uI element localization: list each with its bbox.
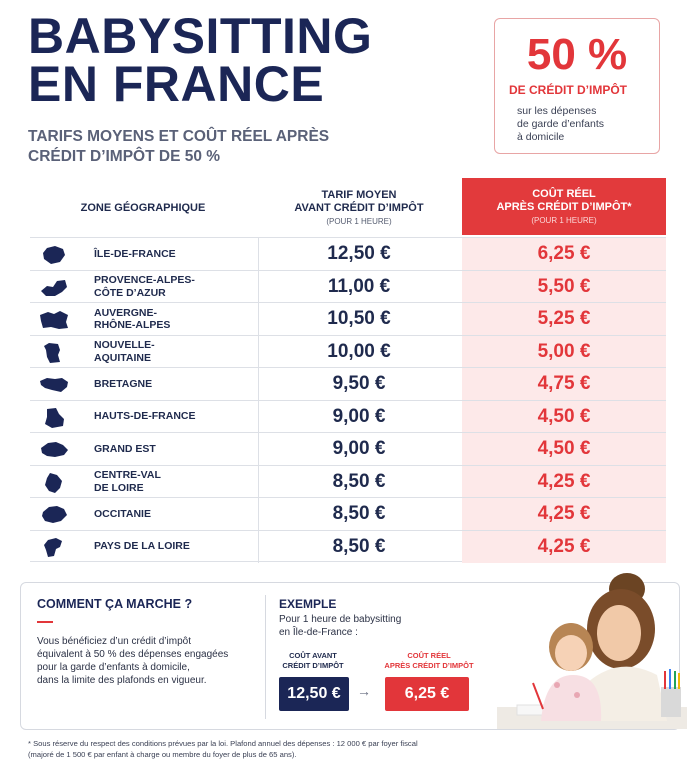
cost-after-label-line: COÛT RÉEL (407, 651, 451, 660)
subtitle-line-2: CRÉDIT D’IMPÔT DE 50 % (28, 148, 221, 165)
region-name (94, 368, 152, 400)
region-name-line: NOUVELLE- (94, 339, 155, 351)
how-it-works-title: COMMENT ÇA MARCHE ? (37, 597, 193, 611)
column-header-zone: ZONE GÉOGRAPHIQUE (80, 201, 206, 214)
cost-after-label-line: APRÈS CRÉDIT D’IMPÔT (384, 661, 474, 670)
region-name-line: CÔTE D’AZUR (94, 286, 166, 299)
tax-credit-desc-line: de garde d’enfants (517, 118, 604, 130)
title-line-2: EN FRANCE (28, 56, 325, 112)
grand-est-map-icon (39, 439, 69, 461)
region-name (94, 498, 151, 530)
region-name-line: ÎLE-DE-FRANCE (94, 247, 176, 260)
region-name (94, 238, 176, 270)
cost-before-label (277, 651, 349, 671)
cout-value: 6,25 € (462, 238, 666, 270)
hauts-de-france-map-icon (39, 407, 69, 429)
example-text-line: Pour 1 heure de babysitting (279, 614, 402, 625)
cost-after-value: 6,25 € (385, 677, 469, 711)
centre-val-de-loire-map-icon (39, 472, 69, 494)
region-name (94, 336, 155, 368)
cost-before-label-line: COÛT AVANT (289, 651, 337, 660)
cost-before-value: 12,50 € (279, 677, 349, 711)
tarif-value: 8,50 € (332, 535, 386, 557)
panel-divider (265, 595, 266, 719)
column-header-cout (462, 178, 666, 235)
how-text-line: dans la limite des plafonds en vigueur. (37, 675, 207, 686)
table-row (30, 367, 666, 400)
page-title (28, 8, 373, 112)
region-name (94, 433, 156, 465)
rates-table (30, 237, 666, 562)
title-line-1: BABYSITTING (28, 8, 373, 64)
cout-value: 4,25 € (462, 466, 666, 498)
example-text (279, 613, 401, 639)
column-header-tarif (260, 180, 458, 235)
tax-credit-desc-line: à domicile (517, 131, 565, 143)
cout-value: 4,50 € (462, 401, 666, 433)
table-row (30, 302, 666, 335)
cout-value: 4,50 € (462, 433, 666, 465)
table-row (30, 530, 666, 563)
region-name-line: DE LOIRE (94, 481, 144, 494)
column-divider (258, 336, 259, 368)
region-name-line: AUVERGNE- (94, 306, 158, 319)
footnote-line: * Sous réserve du respect des conditions prévues par la loi. Plafond annuel des dépenses : 12 000 € par foyer fiscal (28, 739, 418, 748)
region-name (94, 466, 161, 498)
cout-value: 4,25 € (462, 531, 666, 563)
column-header-cout-sub: (POUR 1 HEURE) (531, 216, 597, 225)
region-name-line: PROVENCE-ALPES- (94, 274, 195, 286)
region-name (94, 271, 195, 303)
column-divider (258, 433, 259, 465)
ile-de-france-map-icon (39, 244, 69, 266)
column-divider (258, 368, 259, 400)
table-row (30, 237, 666, 270)
tarif-value: 9,00 € (332, 438, 386, 459)
page-subtitle (28, 127, 329, 167)
table-row (30, 270, 666, 303)
region-name-line: OCCITANIE (94, 507, 151, 520)
column-divider (258, 401, 259, 433)
example-title: EXEMPLE (279, 597, 337, 611)
subtitle-line-1: TARIFS MOYENS ET COÛT RÉEL APRÈS (28, 128, 330, 145)
accent-underline (37, 621, 53, 623)
table-row (30, 432, 666, 465)
cost-before-label-line: CRÉDIT D’IMPÔT (282, 661, 344, 670)
column-header-cout-line: APRÈS CRÉDIT D’IMPÔT* (496, 201, 632, 213)
column-divider (258, 466, 259, 498)
table-row (30, 335, 666, 368)
tax-credit-percent: 50 % (526, 30, 628, 79)
how-it-works-text (37, 635, 228, 687)
column-header-tarif-sub: (POUR 1 HEURE) (326, 217, 392, 226)
mother-and-child-illustration (497, 571, 687, 729)
provence-map-icon (39, 277, 69, 299)
cout-value: 5,00 € (462, 336, 666, 368)
region-name (94, 401, 196, 433)
column-header-tarif-line: AVANT CRÉDIT D’IMPÔT (294, 202, 424, 214)
column-header-cout-line: COÛT RÉEL (532, 188, 596, 200)
how-text-line: pour la garde d’enfants à domicile, (37, 662, 190, 673)
tarif-value: 12,50 € (327, 243, 391, 264)
how-text-line: Vous bénéficiez d’un crédit d’impôt (37, 636, 191, 647)
table-row (30, 400, 666, 433)
cout-value: 4,25 € (462, 498, 666, 530)
tarif-value: 9,00 € (332, 405, 386, 427)
tarif-value: 11,00 € (327, 275, 391, 297)
example-text-line: en Île-de-France : (279, 627, 358, 638)
bretagne-map-icon (39, 374, 69, 396)
region-name-line: AQUITAINE (94, 351, 151, 364)
tarif-value: 8,50 € (332, 470, 386, 492)
tax-credit-description (517, 105, 604, 144)
region-name-line: RHÔNE-ALPES (94, 319, 171, 331)
auvergne-map-icon (39, 309, 69, 331)
region-name-line: CENTRE-VAL (94, 469, 161, 481)
cout-value: 5,50 € (462, 271, 666, 303)
region-name-line: HAUTS-DE-FRANCE (94, 410, 196, 423)
column-divider (258, 271, 259, 303)
how-text-line: équivalent à 50 % des dépenses engagées (37, 649, 229, 660)
arrow-right-icon: → (357, 683, 371, 699)
column-divider (258, 531, 259, 563)
region-name (94, 303, 170, 335)
region-name (94, 531, 190, 563)
tarif-value: 8,50 € (332, 503, 386, 524)
tax-credit-label: DE CRÉDIT D’IMPÔT (509, 83, 628, 97)
column-divider (258, 498, 259, 530)
tarif-value: 10,00 € (327, 340, 391, 362)
table-row (30, 497, 666, 530)
tarif-value: 10,50 € (327, 308, 391, 329)
tax-credit-desc-line: sur les dépenses (517, 105, 597, 117)
footnote-line: (majoré de 1 500 € par enfant à charge ou membre du foyer de plus de 65 ans). (28, 750, 297, 759)
how-it-works-panel (20, 582, 680, 730)
region-name-line: GRAND EST (94, 442, 156, 455)
column-header-tarif-line: TARIF MOYEN (321, 189, 397, 201)
column-divider (258, 303, 259, 335)
region-name-line: BRETAGNE (94, 377, 153, 390)
cout-value: 5,25 € (462, 303, 666, 335)
table-row (30, 465, 666, 498)
nouvelle-aquitaine-map-icon (39, 342, 69, 364)
cout-value: 4,75 € (462, 368, 666, 400)
column-divider (258, 238, 259, 270)
occitanie-map-icon (39, 504, 69, 526)
tax-credit-box (494, 18, 660, 154)
cost-after-label (383, 651, 475, 671)
tarif-value: 9,50 € (332, 373, 386, 394)
pays-de-la-loire-map-icon (39, 537, 69, 559)
footnote (28, 738, 418, 760)
region-name-line: PAYS DE LA LOIRE (94, 540, 190, 553)
